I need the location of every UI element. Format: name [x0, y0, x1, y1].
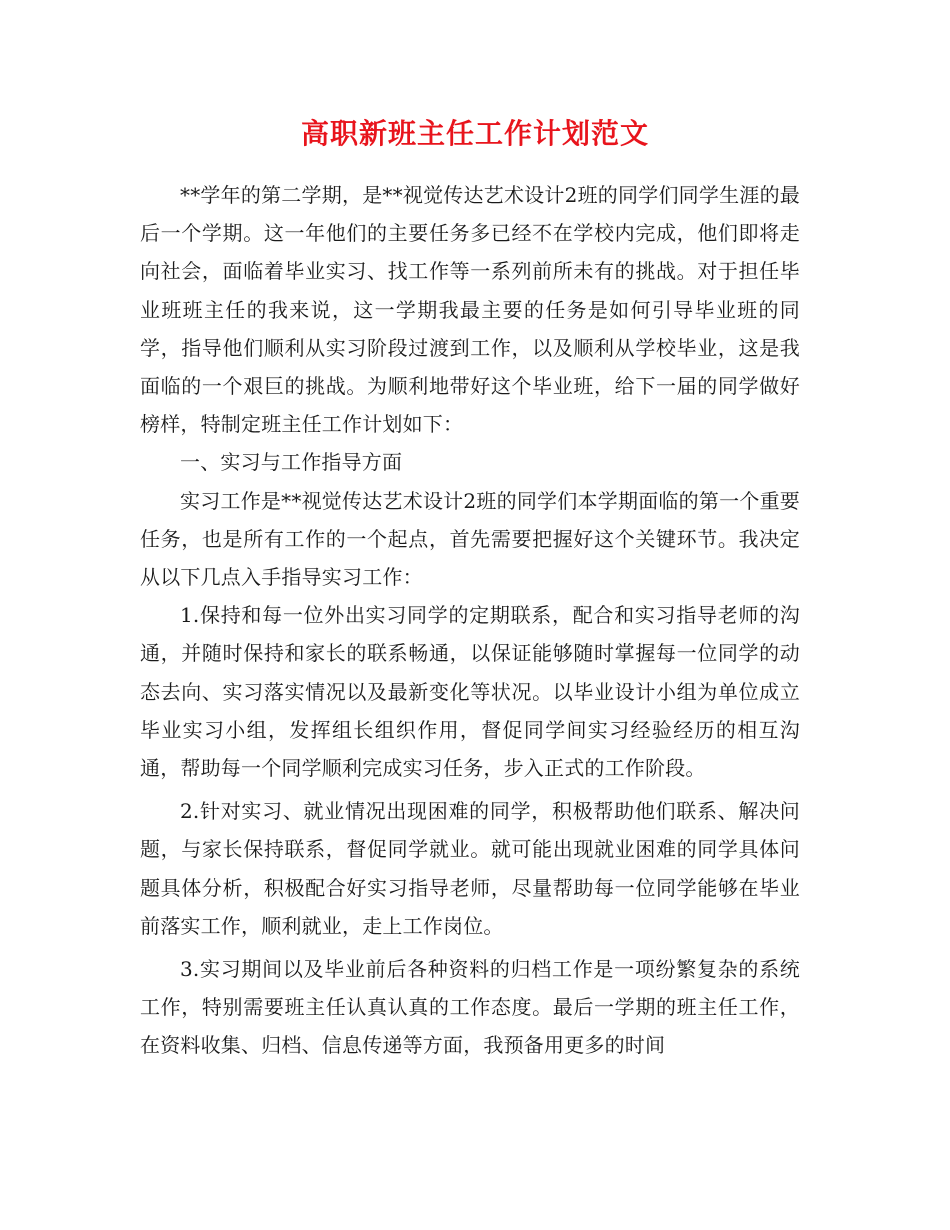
- document-title: 高职新班主任工作计划范文: [300, 117, 649, 150]
- paragraph-item-1: 1.保持和每一位外出实习同学的定期联系，配合和实习指导老师的沟通，并随时保持和家长的联系畅通，以保证能够随时掌握每一位同学的动态去向、实习落实情况以及最新变化等状况。以毕业设计小组为单位成立毕业实习小组，发挥组长组织作用，督促同学间实习经验经历的相互沟通，帮助每一个同学顺利完成实习任务，步入正式的工作阶段。: [140, 603, 800, 781]
- paragraph-item-2: 2.针对实习、就业情况出现困难的同学，积极帮助他们联系、解决问题，与家长保持联系，督促同学就业。就可能出现就业困难的同学具体问题具体分析，积极配合好实习指导老师，尽量帮助每一位同学能够在毕业前落实工作，顺利就业，走上工作岗位。: [140, 799, 800, 938]
- section-heading-internship: 一、实习与工作指导方面: [180, 450, 403, 475]
- paragraph-internship-overview: 实习工作是**视觉传达艺术设计2班的同学们本学期面临的第一个重要任务，也是所有工作的一个起点，首先需要把握好这个关键环节。我决定从以下几点入手指导实习工作：: [140, 488, 800, 590]
- document-body: [140, 176, 800, 1065]
- paragraph-item-3: 3.实习期间以及毕业前后各种资料的归档工作是一项纷繁复杂的系统工作，特别需要班主任认真认真的工作态度。最后一学期的班主任工作，在资料收集、归档、信息传递等方面，我预备用更多的时间: [140, 957, 800, 1058]
- paragraph-intro: **学年的第二学期，是**视觉传达艺术设计2班的同学们同学生涯的最后一个学期。这一年他们的主要任务多已经不在学校内完成，他们即将走向社会，面临着毕业实习、找工作等一系列前所未有的挑战。对于担任毕业班班主任的我来说，这一学期我最主要的任务是如何引导毕业班的同学，指导他们顺利从实习阶段过渡到工作，以及顺利从学校毕业，这是我面临的一个艰巨的挑战。为顺利地带好这个毕业班，给下一届的同学做好榜样，特制定班主任工作计划如下：: [140, 183, 800, 437]
